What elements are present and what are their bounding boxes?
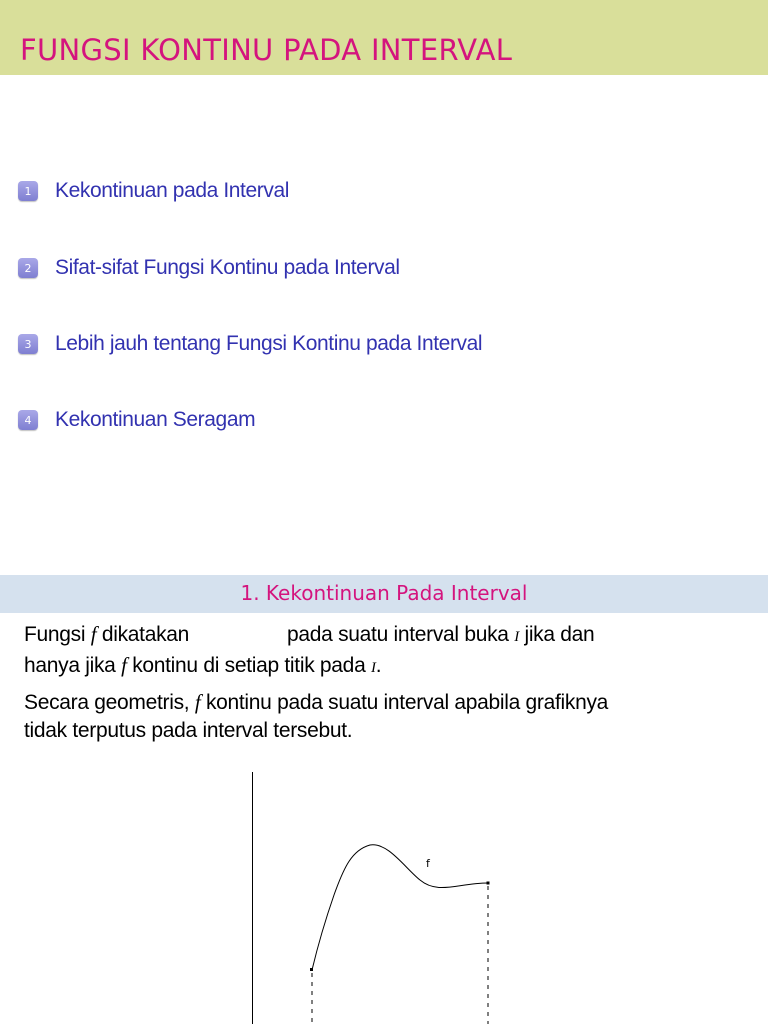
title-band [0, 0, 768, 75]
outline-number-badge: 1 [18, 181, 38, 201]
geometric-line-2 [24, 717, 754, 745]
definition-line-2 [24, 651, 754, 682]
math-symbol-i: I [370, 660, 376, 676]
outline-item-2[interactable] [18, 253, 400, 283]
outline-number-badge: 2 [18, 258, 38, 278]
outline-item-label: Lebih jauh tentang Fungsi Kontinu pada Interval [55, 332, 483, 355]
left-endpoint-dot [310, 968, 313, 971]
text-run: kontinu pada suatu interval apabila grafiknya [200, 691, 609, 714]
math-symbol-f: f [121, 653, 127, 677]
math-symbol-f: f [194, 690, 201, 714]
text-run: . [375, 654, 382, 677]
text-run: jika dan [518, 623, 595, 646]
text-run: kontinu di setiap titik pada [126, 654, 371, 677]
text-run: Secara geometris, [24, 691, 195, 714]
outline-item-label: Kekontinuan Seragam [55, 408, 256, 431]
outline-item-label: Kekontinuan pada Interval [55, 179, 290, 202]
text-run: Fungsi [24, 623, 91, 646]
math-symbol-i: I [514, 629, 519, 645]
outline-item-4[interactable] [18, 405, 255, 435]
geometric-line-1 [24, 688, 754, 717]
page-title: FUNGSI KONTINU PADA INTERVAL [20, 33, 513, 67]
outline-item-label: Sifat-sifat Fungsi Kontinu pada Interval [55, 256, 400, 279]
outline-number-badge: 3 [18, 334, 38, 354]
text-run: dikatakan [96, 623, 190, 646]
definition-line-1 [24, 620, 754, 651]
function-curve [312, 845, 488, 970]
definition-paragraph [24, 620, 754, 682]
text-run: tidak terputus pada interval tersebut. [24, 719, 353, 742]
geometric-paragraph [24, 688, 754, 745]
right-endpoint-dot [487, 882, 490, 885]
section-header-band [0, 575, 768, 613]
outline-item-3[interactable] [18, 329, 482, 359]
text-run: hanya jika [24, 654, 122, 677]
outline-item-1[interactable] [18, 176, 289, 206]
continuity-graph-figure [0, 760, 768, 1024]
section-title: 1. Kekontinuan Pada Interval [240, 581, 528, 605]
math-symbol-f: f [90, 622, 97, 646]
curve-label: f [426, 857, 430, 870]
outline-number-badge: 4 [18, 410, 38, 430]
text-run: pada suatu interval buka [287, 623, 515, 646]
